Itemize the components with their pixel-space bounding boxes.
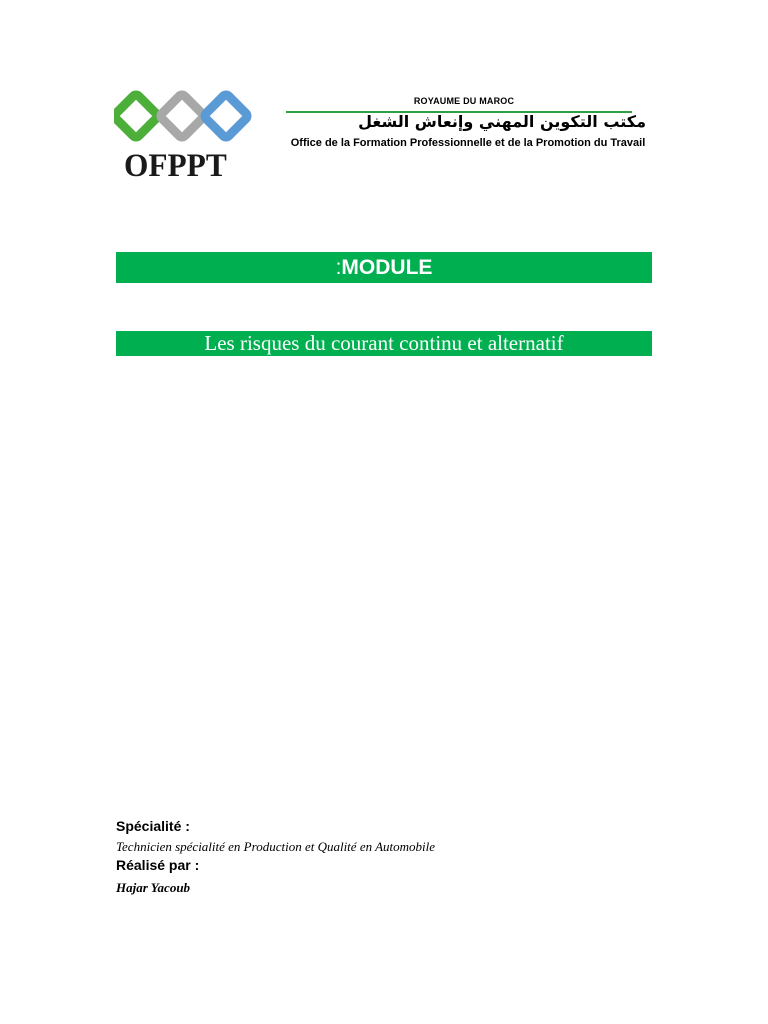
logo-text: OFPPT — [124, 148, 227, 184]
arabic-institution-name: مكتب التكوين المهني وإنعاش الشغل — [358, 112, 646, 131]
kingdom-label: ROYAUME DU MAROC — [413, 96, 515, 106]
author-value: Hajar Yacoub — [116, 880, 191, 895]
ofppt-logo — [114, 86, 258, 186]
chain-links-icon — [114, 86, 258, 148]
module-title: Les risques du courant continu et alternatif — [116, 331, 652, 356]
office-name: Office de la Formation Professionnelle et de la Promotion du Travail — [290, 137, 646, 149]
speciality-label: Spécialité : — [116, 818, 190, 834]
author-label: Réalisé par : — [116, 857, 200, 873]
module-banner — [116, 252, 652, 283]
module-label: MODULE — [341, 256, 433, 279]
speciality-value: Technicien spécialité en Production et Qualité en Automobile — [116, 839, 436, 854]
module-colon: : — [335, 256, 342, 279]
institution-header — [278, 92, 650, 182]
